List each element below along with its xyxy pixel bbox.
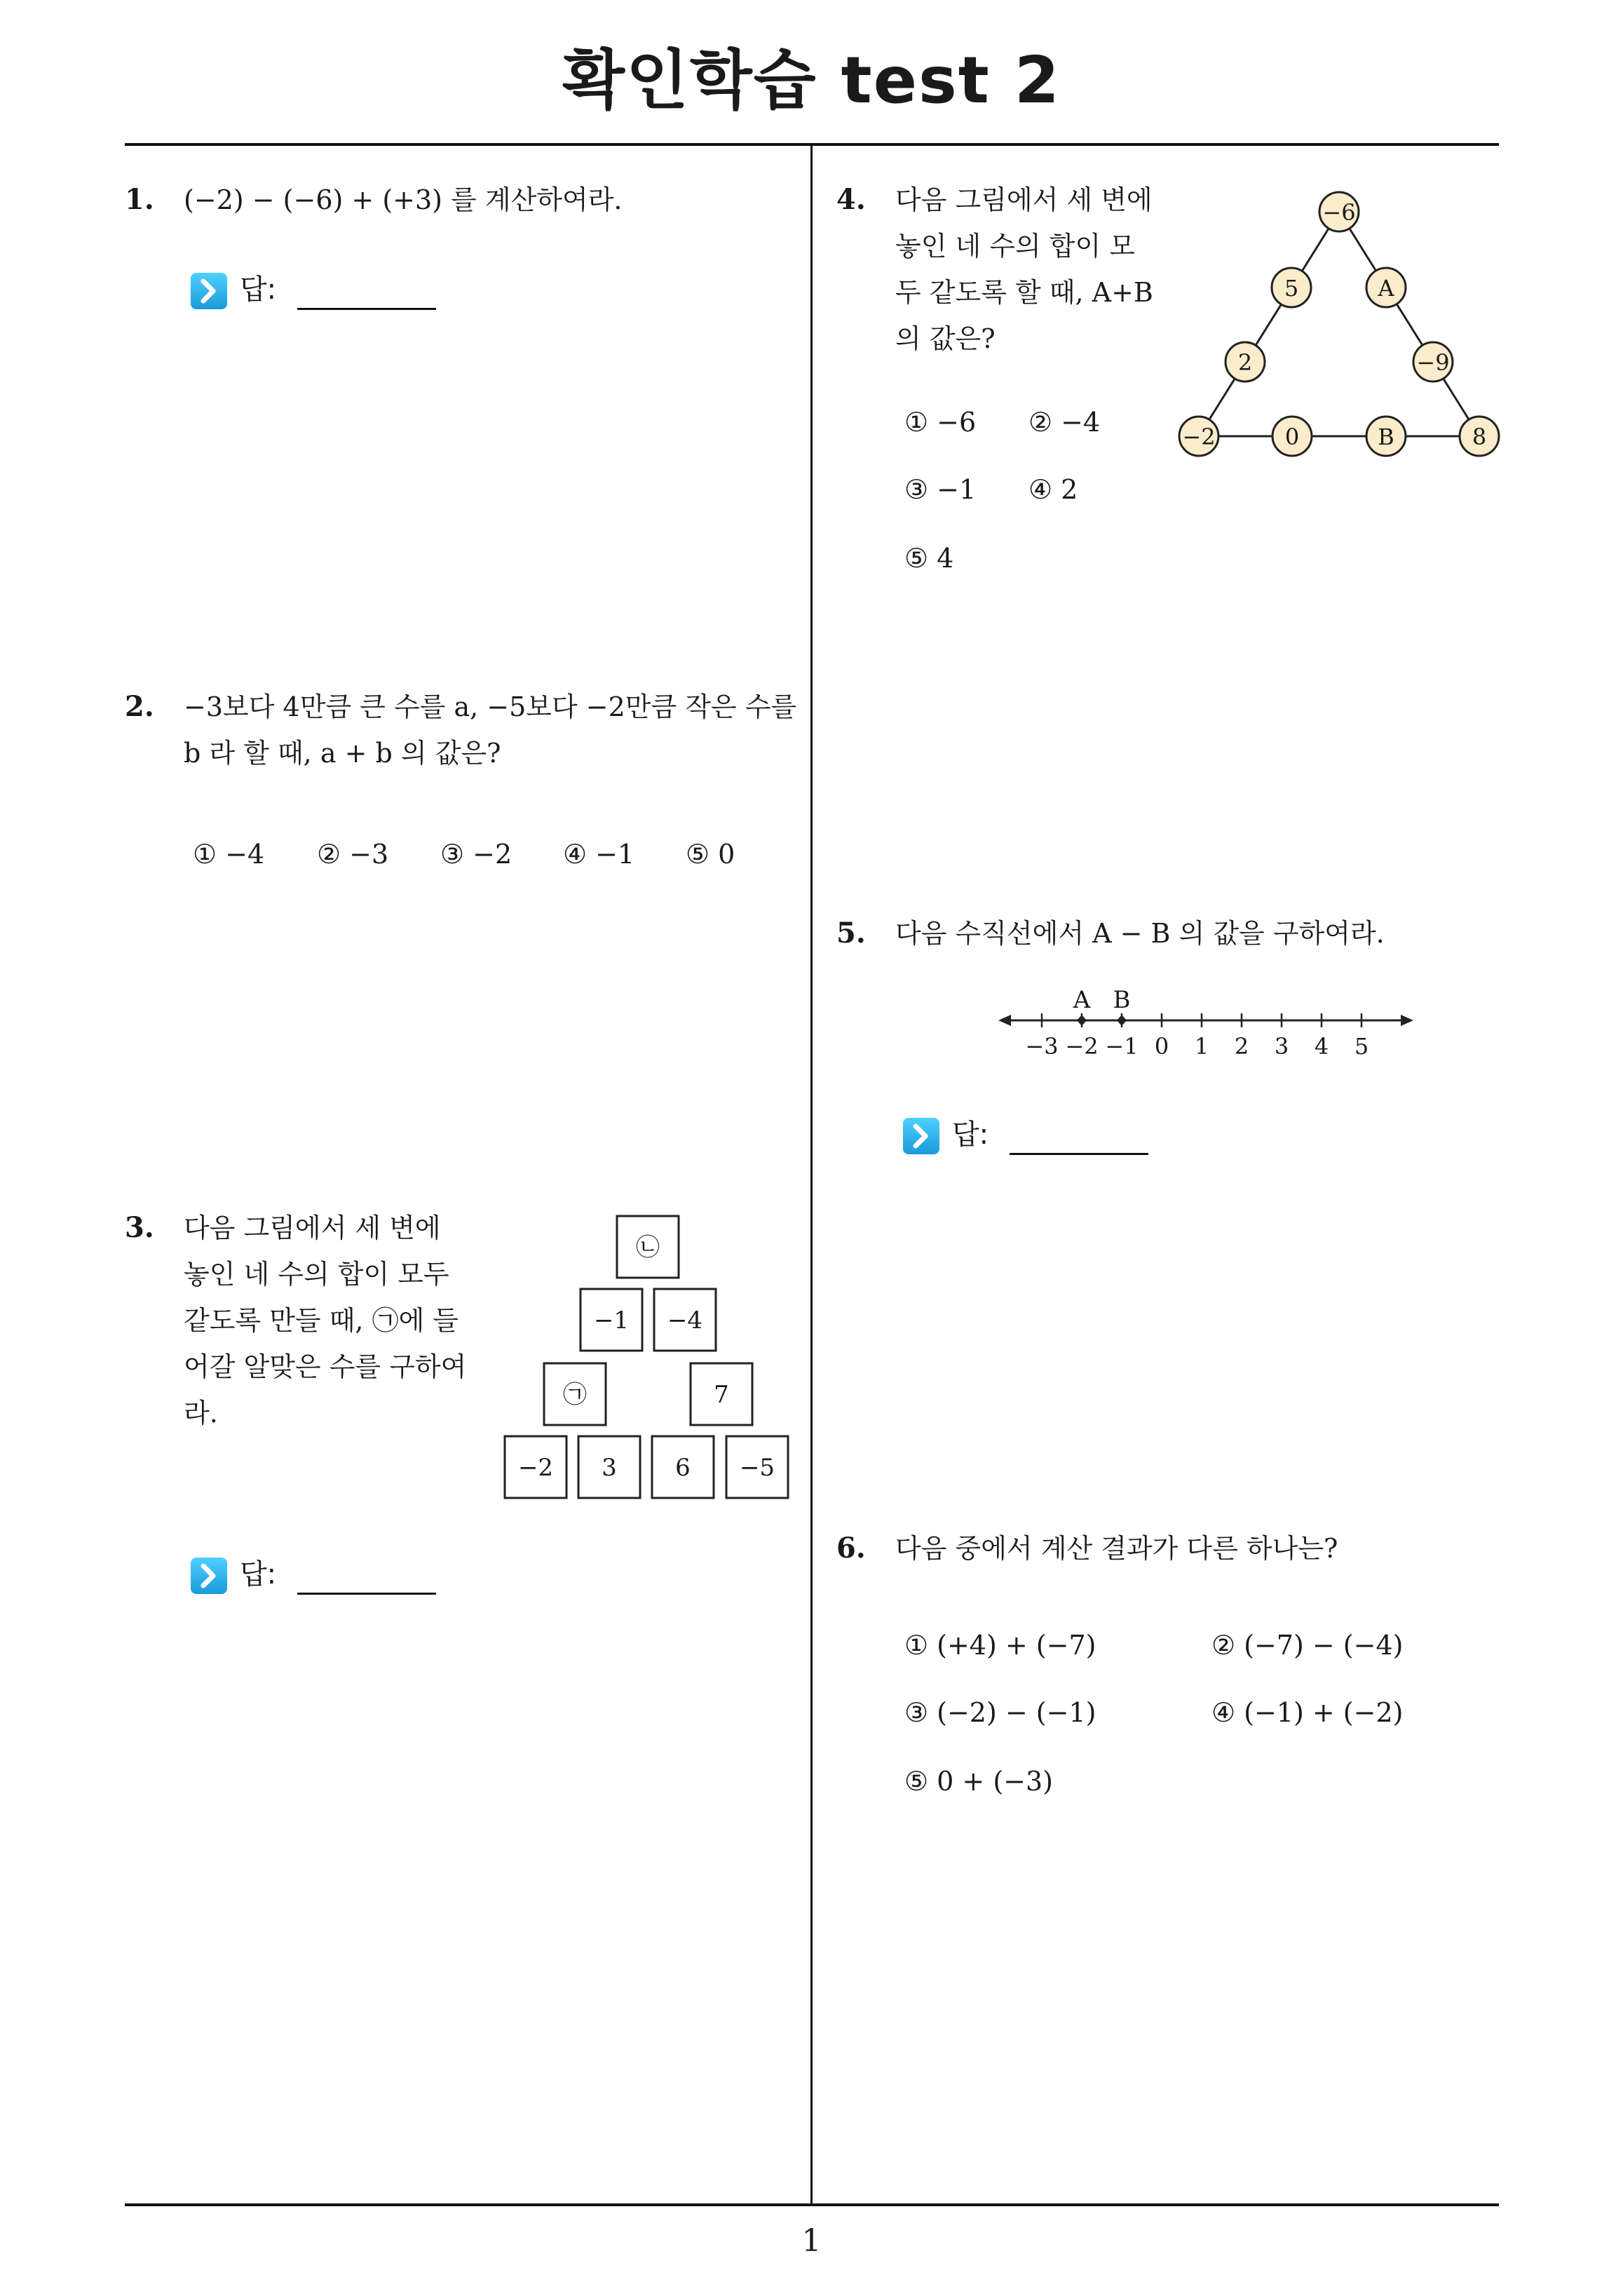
figure-label: 2 [1237,349,1253,376]
answer-field[interactable] [191,269,443,311]
number-line-tick-label: −3 [1025,1033,1059,1060]
question-text [895,177,1153,362]
choice-1[interactable]: ① −6 [904,407,977,438]
arrow-left-icon [998,1015,1011,1026]
answer-label: 답: [240,1558,277,1591]
choice-4[interactable]: ④ −1 [563,839,635,870]
question-line: b 라 할 때, a + b 의 값은? [184,738,501,769]
circle-triangle-figure [1171,184,1507,471]
figure-label: 8 [1472,424,1487,450]
number-line-tick-label: 1 [1194,1033,1209,1060]
question-line: 의 값은? [895,323,996,354]
figure-label: −5 [739,1454,775,1482]
number-line-tick-label: −2 [1065,1033,1099,1060]
choice-2[interactable]: ② (−7) − (−4) [1211,1630,1404,1661]
answer-field[interactable] [191,1553,443,1595]
figure-label: 6 [675,1454,691,1482]
chevron-right-icon [903,1118,939,1154]
figure-label: −2 [517,1454,554,1482]
choice-4[interactable]: ④ (−1) + (−2) [1211,1697,1404,1728]
chevron-right-icon [191,1558,227,1594]
figure-label: 7 [714,1381,729,1409]
question-line: (−2) − (−6) + (+3) 를 계산하여라. [184,184,623,215]
choice-3[interactable]: ③ −2 [440,839,512,870]
number-line-tick-label: 3 [1274,1033,1289,1060]
question-line: −3보다 4만큼 큰 수를 a, −5보다 −2만큼 작은 수를 [184,691,797,722]
figure-label: B [1378,424,1394,450]
number-line-point [1077,1015,1087,1026]
number-line-tick-label: 4 [1314,1033,1329,1060]
number-line-point-label: A [1073,986,1091,1014]
column-divider [810,144,813,2205]
figure-label: −4 [667,1306,703,1335]
number-line-point-label: B [1113,986,1131,1014]
question-text [184,177,622,223]
number-line-figure [996,985,1416,1069]
choice-5[interactable]: ⑤ 4 [904,543,954,574]
choice-5[interactable]: ⑤ 0 [686,839,735,870]
question-text [895,910,1385,957]
chevron-right-icon [191,273,227,309]
choice-4[interactable]: ④ 2 [1028,474,1078,505]
figure-label: −2 [1182,424,1216,450]
question-line: 다음 수직선에서 A − B 의 값을 구하여라. [895,918,1385,949]
choice-2[interactable]: ② −3 [317,839,389,870]
answer-blank[interactable] [1010,1153,1148,1155]
number-line-tick-label: −1 [1105,1033,1139,1060]
question-line: 다음 중에서 계산 결과가 다른 하나는? [895,1533,1338,1564]
choice-1[interactable]: ① (+4) + (−7) [904,1630,1096,1661]
question-line: 다음 그림에서 세 변에 [895,184,1153,215]
answer-blank[interactable] [297,1593,436,1595]
figure-label: 0 [1284,424,1300,450]
answer-label: 답: [240,274,277,306]
choice-1[interactable]: ① −4 [193,839,265,870]
question-line: 놓인 네 수의 합이 모 [895,231,1135,262]
question-number: 5. [836,917,866,950]
figure-label: ㉡ [636,1234,660,1262]
question-line: 놓인 네 수의 합이 모두 [184,1259,449,1290]
choice-3[interactable]: ③ (−2) − (−1) [904,1697,1096,1728]
number-line-point [1117,1015,1127,1026]
question-line: 라. [184,1398,218,1429]
question-text [895,1525,1338,1572]
answer-field[interactable] [903,1114,1155,1156]
figure-label: 3 [602,1454,617,1482]
number-line-tick-label: 5 [1354,1033,1369,1060]
figure-label: 5 [1284,275,1299,302]
number-line-tick-label: 2 [1234,1033,1249,1060]
choice-2[interactable]: ② −4 [1028,407,1101,438]
question-line: 다음 그림에서 세 변에 [184,1213,441,1243]
question-number: 4. [836,183,866,216]
question-number: 2. [125,690,154,723]
question-number: 1. [125,183,154,216]
question-line: 같도록 만들 때, ㉠에 들 [184,1305,459,1336]
question-number: 6. [836,1532,866,1565]
question-line: 어갈 알맞은 수를 구하여 [184,1351,467,1382]
page-number: 1 [801,2223,822,2259]
arrow-right-icon [1401,1015,1413,1026]
choice-5[interactable]: ⑤ 0 + (−3) [904,1766,1053,1797]
answer-blank[interactable] [297,308,436,310]
box-triangle-figure [491,1206,799,1508]
question-text [184,684,796,776]
figure-label: −9 [1416,349,1450,376]
question-line: 두 같도록 할 때, A+B [895,277,1153,308]
figure-label: −1 [593,1306,630,1335]
figure-label: A [1378,275,1394,302]
question-text [184,1205,466,1436]
answer-label: 답: [952,1119,989,1151]
figure-label: ㉠ [563,1381,587,1409]
page-title: 확인학습 test 2 [562,43,1061,118]
number-line-tick-label: 0 [1154,1033,1169,1060]
question-number: 3. [125,1211,154,1244]
footer-rule [125,2203,1499,2206]
choice-3[interactable]: ③ −1 [904,474,977,505]
figure-label: −6 [1322,199,1356,226]
